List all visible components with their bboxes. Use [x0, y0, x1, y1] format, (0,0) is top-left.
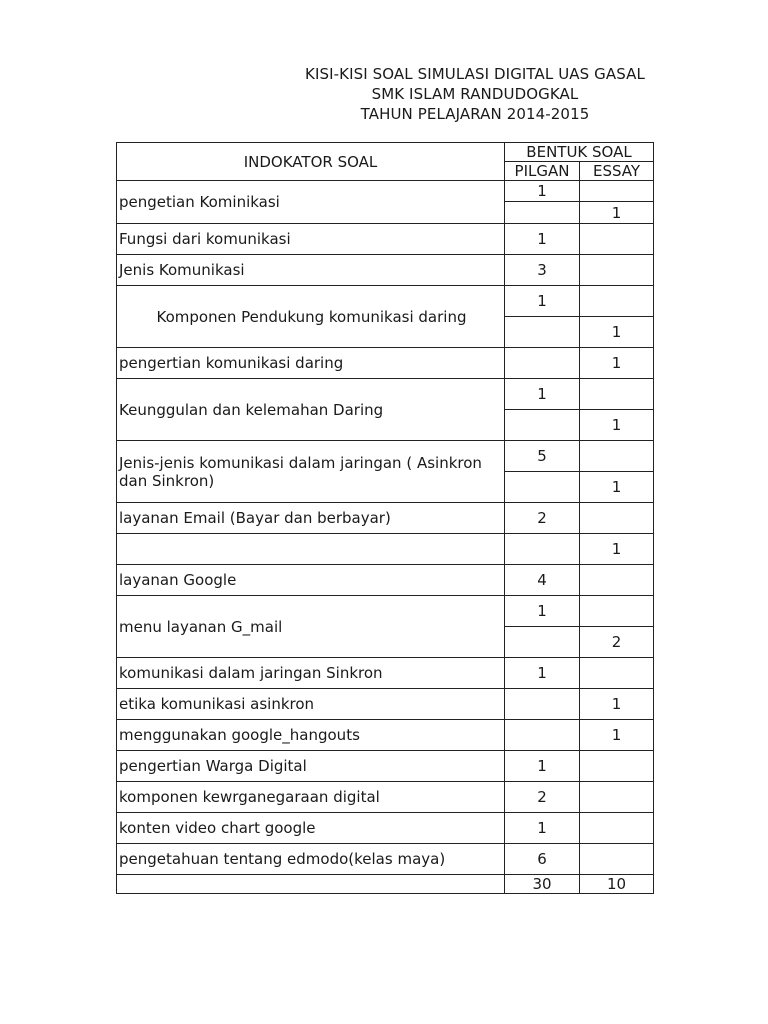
- indikator-cell: Fungsi dari komunikasi: [117, 224, 505, 255]
- table-header-row: [117, 143, 654, 162]
- table-row: [117, 782, 654, 813]
- table-row: [117, 181, 654, 202]
- pilgan-cell: 1: [505, 379, 580, 410]
- pilgan-cell: [505, 534, 580, 565]
- indikator-cell: [117, 534, 505, 565]
- essay-cell: [580, 751, 654, 782]
- indikator-cell: komunikasi dalam jaringan Sinkron: [117, 658, 505, 689]
- table-row: [117, 379, 654, 410]
- essay-cell: [580, 658, 654, 689]
- indikator-cell: pengetahuan tentang edmodo(kelas maya): [117, 844, 505, 875]
- indikator-cell: pengetian Kominikasi: [117, 181, 505, 224]
- indikator-cell: Komponen Pendukung komunikasi daring: [117, 286, 505, 348]
- indikator-cell: menggunakan google_hangouts: [117, 720, 505, 751]
- column-header-indikator: INDOKATOR SOAL: [117, 143, 505, 181]
- question-grid-table: [116, 142, 654, 894]
- table-row: [117, 658, 654, 689]
- table-row: [117, 689, 654, 720]
- table-row: [117, 720, 654, 751]
- essay-cell: 1: [580, 317, 654, 348]
- table-row: [117, 503, 654, 534]
- pilgan-cell: [505, 627, 580, 658]
- pilgan-cell: 1: [505, 658, 580, 689]
- academic-year: TAHUN PELAJARAN 2014-2015: [360, 105, 590, 123]
- indikator-cell: komponen kewrganegaraan digital: [117, 782, 505, 813]
- document-header: [300, 64, 650, 124]
- pilgan-cell: 5: [505, 441, 580, 472]
- essay-cell: 1: [580, 202, 654, 224]
- column-header-pilgan: PILGAN: [505, 162, 580, 181]
- pilgan-cell: [505, 410, 580, 441]
- essay-cell: 1: [580, 410, 654, 441]
- pilgan-cell: [505, 720, 580, 751]
- table-row: [117, 224, 654, 255]
- school-name: SMK ISLAM RANDUDOGKAL: [371, 85, 579, 103]
- pilgan-cell: 1: [505, 224, 580, 255]
- essay-cell: [580, 565, 654, 596]
- table-row: [117, 255, 654, 286]
- indikator-cell: menu layanan G_mail: [117, 596, 505, 658]
- document-title: KISI-KISI SOAL SIMULASI DIGITAL UAS GASAL: [305, 65, 645, 83]
- table-row: [117, 751, 654, 782]
- essay-cell: [580, 379, 654, 410]
- essay-cell: [580, 181, 654, 202]
- table-row: [117, 844, 654, 875]
- essay-cell: 1: [580, 472, 654, 503]
- essay-cell: [580, 813, 654, 844]
- total-row: [117, 875, 654, 894]
- pilgan-cell: 6: [505, 844, 580, 875]
- essay-cell: [580, 255, 654, 286]
- essay-cell: [580, 441, 654, 472]
- total-label-cell: [117, 875, 505, 894]
- indikator-cell: Jenis Komunikasi: [117, 255, 505, 286]
- column-header-essay: ESSAY: [580, 162, 654, 181]
- total-pilgan-cell: 30: [505, 875, 580, 894]
- pilgan-cell: [505, 472, 580, 503]
- indikator-cell: layanan Email (Bayar dan berbayar): [117, 503, 505, 534]
- pilgan-cell: 3: [505, 255, 580, 286]
- indikator-cell: layanan Google: [117, 565, 505, 596]
- indikator-cell: Keunggulan dan kelemahan Daring: [117, 379, 505, 441]
- pilgan-cell: 1: [505, 751, 580, 782]
- essay-cell: [580, 596, 654, 627]
- essay-cell: 1: [580, 534, 654, 565]
- indikator-cell: konten video chart google: [117, 813, 505, 844]
- pilgan-cell: [505, 689, 580, 720]
- indikator-cell: pengertian Warga Digital: [117, 751, 505, 782]
- pilgan-cell: 2: [505, 503, 580, 534]
- table-row: [117, 813, 654, 844]
- essay-cell: 1: [580, 348, 654, 379]
- table-row: [117, 596, 654, 627]
- essay-cell: [580, 286, 654, 317]
- table-row: [117, 348, 654, 379]
- pilgan-cell: 1: [505, 596, 580, 627]
- table-row: [117, 286, 654, 317]
- pilgan-cell: 1: [505, 286, 580, 317]
- essay-cell: [580, 844, 654, 875]
- pilgan-cell: 1: [505, 181, 580, 202]
- pilgan-cell: 1: [505, 813, 580, 844]
- essay-cell: [580, 782, 654, 813]
- essay-cell: 2: [580, 627, 654, 658]
- table-row: [117, 441, 654, 472]
- table-row: [117, 565, 654, 596]
- indikator-cell: pengertian komunikasi daring: [117, 348, 505, 379]
- indikator-cell: etika komunikasi asinkron: [117, 689, 505, 720]
- pilgan-cell: [505, 348, 580, 379]
- column-header-bentuk-soal: BENTUK SOAL: [505, 143, 654, 162]
- essay-cell: 1: [580, 689, 654, 720]
- pilgan-cell: 2: [505, 782, 580, 813]
- pilgan-cell: 4: [505, 565, 580, 596]
- indikator-cell: Jenis-jenis komunikasi dalam jaringan ( Asinkron dan Sinkron): [117, 441, 505, 503]
- essay-cell: 1: [580, 720, 654, 751]
- essay-cell: [580, 224, 654, 255]
- total-essay-cell: 10: [580, 875, 654, 894]
- pilgan-cell: [505, 317, 580, 348]
- pilgan-cell: [505, 202, 580, 224]
- table-row: [117, 534, 654, 565]
- essay-cell: [580, 503, 654, 534]
